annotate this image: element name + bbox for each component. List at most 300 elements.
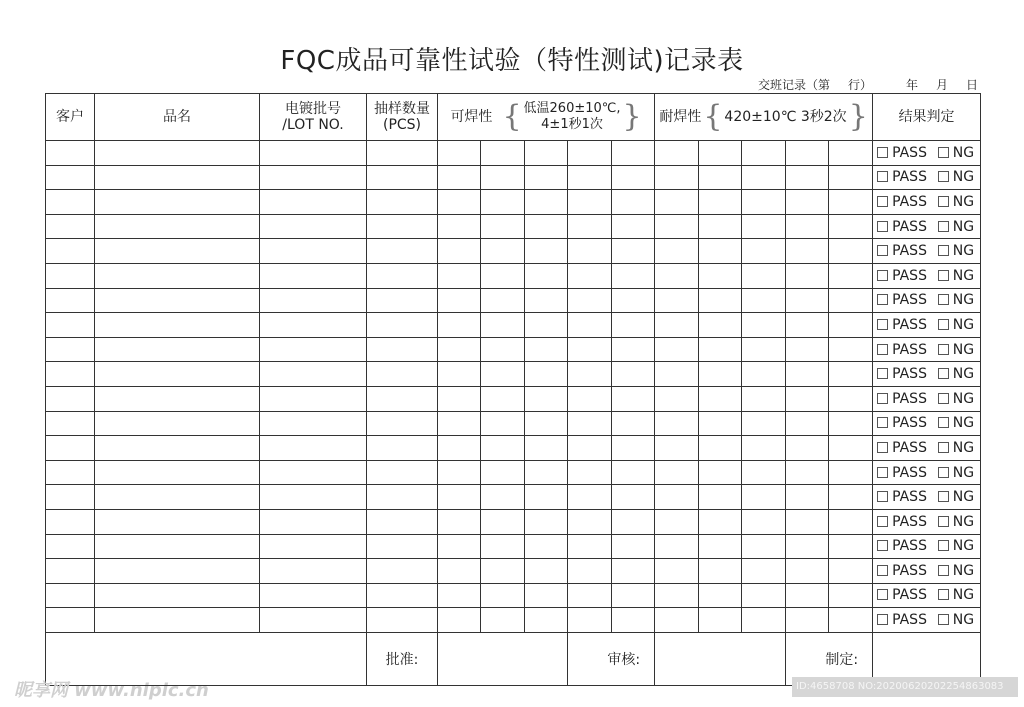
entry-cell[interactable] (568, 190, 612, 215)
entry-cell[interactable] (612, 288, 655, 313)
entry-cell[interactable] (260, 141, 367, 166)
entry-cell[interactable] (829, 509, 873, 534)
entry-cell[interactable] (612, 608, 655, 633)
ng-option[interactable] (938, 538, 974, 554)
entry-cell[interactable] (95, 559, 260, 584)
pass-checkbox[interactable] (877, 221, 888, 232)
ng-checkbox[interactable] (938, 467, 949, 478)
entry-cell[interactable] (786, 239, 829, 264)
entry-cell[interactable] (260, 190, 367, 215)
entry-cell[interactable] (95, 583, 260, 608)
entry-cell[interactable] (699, 190, 742, 215)
entry-cell[interactable] (699, 263, 742, 288)
entry-cell[interactable] (260, 214, 367, 239)
entry-cell[interactable] (46, 559, 95, 584)
entry-cell[interactable] (829, 386, 873, 411)
entry-cell[interactable] (742, 534, 786, 559)
entry-cell[interactable] (786, 263, 829, 288)
entry-cell[interactable] (742, 386, 786, 411)
entry-cell[interactable] (481, 509, 525, 534)
pass-checkbox[interactable] (877, 344, 888, 355)
pass-option[interactable] (877, 489, 927, 505)
ng-option[interactable] (938, 268, 974, 284)
entry-cell[interactable] (612, 386, 655, 411)
ng-option[interactable] (938, 587, 974, 603)
entry-cell[interactable] (260, 534, 367, 559)
entry-cell[interactable] (46, 509, 95, 534)
entry-cell[interactable] (525, 386, 568, 411)
entry-cell[interactable] (699, 288, 742, 313)
pass-option[interactable] (877, 317, 927, 333)
entry-cell[interactable] (742, 460, 786, 485)
pass-option[interactable] (877, 514, 927, 530)
entry-cell[interactable] (655, 436, 699, 461)
entry-cell[interactable] (367, 362, 438, 387)
entry-cell[interactable] (46, 534, 95, 559)
entry-cell[interactable] (568, 362, 612, 387)
entry-cell[interactable] (367, 214, 438, 239)
ng-option[interactable] (938, 366, 974, 382)
entry-cell[interactable] (742, 165, 786, 190)
pass-option[interactable] (877, 292, 927, 308)
pass-option[interactable] (877, 145, 927, 161)
entry-cell[interactable] (95, 239, 260, 264)
entry-cell[interactable] (481, 288, 525, 313)
entry-cell[interactable] (95, 141, 260, 166)
entry-cell[interactable] (612, 362, 655, 387)
ng-checkbox[interactable] (938, 368, 949, 379)
entry-cell[interactable] (481, 559, 525, 584)
entry-cell[interactable] (481, 411, 525, 436)
entry-cell[interactable] (46, 436, 95, 461)
entry-cell[interactable] (46, 608, 95, 633)
pass-option[interactable] (877, 415, 927, 431)
entry-cell[interactable] (367, 460, 438, 485)
pass-option[interactable] (877, 391, 927, 407)
entry-cell[interactable] (46, 362, 95, 387)
entry-cell[interactable] (95, 263, 260, 288)
entry-cell[interactable] (438, 608, 481, 633)
entry-cell[interactable] (786, 362, 829, 387)
ng-option[interactable] (938, 342, 974, 358)
pass-checkbox[interactable] (877, 540, 888, 551)
entry-cell[interactable] (655, 509, 699, 534)
entry-cell[interactable] (525, 288, 568, 313)
entry-cell[interactable] (260, 263, 367, 288)
entry-cell[interactable] (95, 288, 260, 313)
entry-cell[interactable] (438, 460, 481, 485)
ng-checkbox[interactable] (938, 294, 949, 305)
entry-cell[interactable] (568, 141, 612, 166)
entry-cell[interactable] (367, 263, 438, 288)
ng-option[interactable] (938, 243, 974, 259)
pass-option[interactable] (877, 219, 927, 235)
entry-cell[interactable] (786, 608, 829, 633)
entry-cell[interactable] (481, 141, 525, 166)
entry-cell[interactable] (655, 608, 699, 633)
entry-cell[interactable] (612, 263, 655, 288)
entry-cell[interactable] (525, 313, 568, 338)
pass-option[interactable] (877, 268, 927, 284)
entry-cell[interactable] (481, 386, 525, 411)
ng-option[interactable] (938, 514, 974, 530)
entry-cell[interactable] (655, 141, 699, 166)
pass-checkbox[interactable] (877, 171, 888, 182)
entry-cell[interactable] (260, 436, 367, 461)
ng-option[interactable] (938, 292, 974, 308)
ng-checkbox[interactable] (938, 565, 949, 576)
pass-checkbox[interactable] (877, 147, 888, 158)
entry-cell[interactable] (829, 313, 873, 338)
entry-cell[interactable] (699, 436, 742, 461)
entry-cell[interactable] (438, 411, 481, 436)
entry-cell[interactable] (367, 583, 438, 608)
entry-cell[interactable] (612, 583, 655, 608)
entry-cell[interactable] (367, 411, 438, 436)
entry-cell[interactable] (438, 362, 481, 387)
entry-cell[interactable] (742, 190, 786, 215)
entry-cell[interactable] (481, 362, 525, 387)
ng-checkbox[interactable] (938, 319, 949, 330)
entry-cell[interactable] (655, 337, 699, 362)
entry-cell[interactable] (655, 288, 699, 313)
entry-cell[interactable] (568, 313, 612, 338)
entry-cell[interactable] (46, 165, 95, 190)
entry-cell[interactable] (260, 239, 367, 264)
entry-cell[interactable] (95, 214, 260, 239)
entry-cell[interactable] (481, 485, 525, 510)
entry-cell[interactable] (525, 411, 568, 436)
entry-cell[interactable] (786, 165, 829, 190)
entry-cell[interactable] (829, 337, 873, 362)
entry-cell[interactable] (655, 485, 699, 510)
entry-cell[interactable] (568, 436, 612, 461)
ng-checkbox[interactable] (938, 516, 949, 527)
entry-cell[interactable] (699, 559, 742, 584)
entry-cell[interactable] (481, 165, 525, 190)
entry-cell[interactable] (438, 141, 481, 166)
ng-checkbox[interactable] (938, 442, 949, 453)
pass-checkbox[interactable] (877, 294, 888, 305)
entry-cell[interactable] (612, 534, 655, 559)
pass-option[interactable] (877, 342, 927, 358)
entry-cell[interactable] (742, 214, 786, 239)
entry-cell[interactable] (568, 485, 612, 510)
entry-cell[interactable] (655, 313, 699, 338)
ng-option[interactable] (938, 145, 974, 161)
entry-cell[interactable] (568, 165, 612, 190)
entry-cell[interactable] (568, 411, 612, 436)
ng-option[interactable] (938, 169, 974, 185)
entry-cell[interactable] (525, 165, 568, 190)
pass-option[interactable] (877, 465, 927, 481)
entry-cell[interactable] (742, 288, 786, 313)
entry-cell[interactable] (786, 386, 829, 411)
pass-checkbox[interactable] (877, 393, 888, 404)
entry-cell[interactable] (46, 460, 95, 485)
entry-cell[interactable] (786, 337, 829, 362)
entry-cell[interactable] (95, 485, 260, 510)
entry-cell[interactable] (655, 534, 699, 559)
entry-cell[interactable] (655, 411, 699, 436)
entry-cell[interactable] (568, 386, 612, 411)
entry-cell[interactable] (481, 608, 525, 633)
entry-cell[interactable] (612, 411, 655, 436)
entry-cell[interactable] (95, 436, 260, 461)
ng-checkbox[interactable] (938, 491, 949, 502)
ng-option[interactable] (938, 219, 974, 235)
entry-cell[interactable] (525, 239, 568, 264)
entry-cell[interactable] (699, 337, 742, 362)
entry-cell[interactable] (742, 239, 786, 264)
entry-cell[interactable] (699, 534, 742, 559)
entry-cell[interactable] (95, 313, 260, 338)
entry-cell[interactable] (525, 608, 568, 633)
entry-cell[interactable] (655, 583, 699, 608)
ng-checkbox[interactable] (938, 221, 949, 232)
entry-cell[interactable] (481, 583, 525, 608)
entry-cell[interactable] (525, 583, 568, 608)
entry-cell[interactable] (786, 460, 829, 485)
entry-cell[interactable] (699, 509, 742, 534)
approve-signature-field[interactable] (438, 632, 568, 685)
entry-cell[interactable] (260, 485, 367, 510)
entry-cell[interactable] (525, 559, 568, 584)
entry-cell[interactable] (438, 386, 481, 411)
entry-cell[interactable] (46, 239, 95, 264)
entry-cell[interactable] (786, 485, 829, 510)
entry-cell[interactable] (367, 608, 438, 633)
pass-checkbox[interactable] (877, 516, 888, 527)
entry-cell[interactable] (525, 362, 568, 387)
pass-option[interactable] (877, 243, 927, 259)
entry-cell[interactable] (829, 263, 873, 288)
entry-cell[interactable] (367, 288, 438, 313)
entry-cell[interactable] (525, 190, 568, 215)
entry-cell[interactable] (46, 263, 95, 288)
entry-cell[interactable] (612, 190, 655, 215)
entry-cell[interactable] (525, 436, 568, 461)
entry-cell[interactable] (786, 509, 829, 534)
entry-cell[interactable] (829, 583, 873, 608)
entry-cell[interactable] (46, 288, 95, 313)
pass-checkbox[interactable] (877, 196, 888, 207)
entry-cell[interactable] (260, 386, 367, 411)
entry-cell[interactable] (568, 559, 612, 584)
entry-cell[interactable] (568, 583, 612, 608)
entry-cell[interactable] (95, 165, 260, 190)
entry-cell[interactable] (481, 190, 525, 215)
entry-cell[interactable] (481, 214, 525, 239)
entry-cell[interactable] (46, 411, 95, 436)
entry-cell[interactable] (481, 460, 525, 485)
entry-cell[interactable] (481, 534, 525, 559)
ng-option[interactable] (938, 563, 974, 579)
entry-cell[interactable] (367, 165, 438, 190)
entry-cell[interactable] (46, 583, 95, 608)
ng-checkbox[interactable] (938, 393, 949, 404)
entry-cell[interactable] (612, 559, 655, 584)
entry-cell[interactable] (742, 436, 786, 461)
entry-cell[interactable] (95, 190, 260, 215)
entry-cell[interactable] (367, 239, 438, 264)
entry-cell[interactable] (786, 583, 829, 608)
entry-cell[interactable] (46, 141, 95, 166)
entry-cell[interactable] (481, 239, 525, 264)
entry-cell[interactable] (525, 337, 568, 362)
entry-cell[interactable] (568, 608, 612, 633)
entry-cell[interactable] (481, 436, 525, 461)
entry-cell[interactable] (655, 386, 699, 411)
entry-cell[interactable] (829, 460, 873, 485)
entry-cell[interactable] (699, 583, 742, 608)
entry-cell[interactable] (699, 165, 742, 190)
entry-cell[interactable] (260, 288, 367, 313)
ng-checkbox[interactable] (938, 344, 949, 355)
entry-cell[interactable] (742, 559, 786, 584)
entry-cell[interactable] (829, 534, 873, 559)
entry-cell[interactable] (367, 386, 438, 411)
entry-cell[interactable] (438, 313, 481, 338)
entry-cell[interactable] (612, 436, 655, 461)
entry-cell[interactable] (655, 190, 699, 215)
entry-cell[interactable] (95, 534, 260, 559)
ng-checkbox[interactable] (938, 417, 949, 428)
entry-cell[interactable] (742, 313, 786, 338)
ng-option[interactable] (938, 391, 974, 407)
ng-checkbox[interactable] (938, 270, 949, 281)
entry-cell[interactable] (46, 190, 95, 215)
ng-option[interactable] (938, 489, 974, 505)
entry-cell[interactable] (829, 559, 873, 584)
ng-checkbox[interactable] (938, 540, 949, 551)
entry-cell[interactable] (612, 337, 655, 362)
entry-cell[interactable] (95, 386, 260, 411)
entry-cell[interactable] (786, 534, 829, 559)
entry-cell[interactable] (481, 313, 525, 338)
pass-checkbox[interactable] (877, 589, 888, 600)
entry-cell[interactable] (829, 165, 873, 190)
entry-cell[interactable] (367, 141, 438, 166)
entry-cell[interactable] (438, 559, 481, 584)
entry-cell[interactable] (829, 362, 873, 387)
entry-cell[interactable] (46, 386, 95, 411)
pass-checkbox[interactable] (877, 614, 888, 625)
entry-cell[interactable] (699, 313, 742, 338)
entry-cell[interactable] (829, 141, 873, 166)
entry-cell[interactable] (655, 460, 699, 485)
entry-cell[interactable] (568, 460, 612, 485)
entry-cell[interactable] (260, 583, 367, 608)
entry-cell[interactable] (742, 509, 786, 534)
ng-option[interactable] (938, 465, 974, 481)
entry-cell[interactable] (742, 362, 786, 387)
entry-cell[interactable] (367, 559, 438, 584)
pass-checkbox[interactable] (877, 270, 888, 281)
entry-cell[interactable] (612, 485, 655, 510)
entry-cell[interactable] (525, 214, 568, 239)
ng-checkbox[interactable] (938, 245, 949, 256)
entry-cell[interactable] (438, 214, 481, 239)
entry-cell[interactable] (568, 288, 612, 313)
ng-option[interactable] (938, 194, 974, 210)
entry-cell[interactable] (568, 509, 612, 534)
ng-checkbox[interactable] (938, 147, 949, 158)
ng-checkbox[interactable] (938, 589, 949, 600)
entry-cell[interactable] (612, 165, 655, 190)
entry-cell[interactable] (46, 214, 95, 239)
ng-option[interactable] (938, 317, 974, 333)
pass-option[interactable] (877, 440, 927, 456)
entry-cell[interactable] (829, 190, 873, 215)
entry-cell[interactable] (699, 608, 742, 633)
entry-cell[interactable] (655, 263, 699, 288)
entry-cell[interactable] (95, 411, 260, 436)
entry-cell[interactable] (612, 509, 655, 534)
entry-cell[interactable] (260, 411, 367, 436)
entry-cell[interactable] (367, 313, 438, 338)
entry-cell[interactable] (612, 239, 655, 264)
entry-cell[interactable] (699, 214, 742, 239)
pass-checkbox[interactable] (877, 442, 888, 453)
entry-cell[interactable] (699, 485, 742, 510)
entry-cell[interactable] (568, 534, 612, 559)
entry-cell[interactable] (260, 362, 367, 387)
entry-cell[interactable] (367, 485, 438, 510)
entry-cell[interactable] (525, 509, 568, 534)
entry-cell[interactable] (786, 141, 829, 166)
entry-cell[interactable] (699, 141, 742, 166)
pass-checkbox[interactable] (877, 245, 888, 256)
ng-checkbox[interactable] (938, 171, 949, 182)
entry-cell[interactable] (786, 411, 829, 436)
entry-cell[interactable] (438, 436, 481, 461)
entry-cell[interactable] (568, 239, 612, 264)
pass-checkbox[interactable] (877, 319, 888, 330)
entry-cell[interactable] (655, 362, 699, 387)
entry-cell[interactable] (786, 214, 829, 239)
entry-cell[interactable] (438, 509, 481, 534)
entry-cell[interactable] (95, 608, 260, 633)
entry-cell[interactable] (260, 165, 367, 190)
entry-cell[interactable] (829, 288, 873, 313)
entry-cell[interactable] (481, 263, 525, 288)
entry-cell[interactable] (699, 362, 742, 387)
entry-cell[interactable] (612, 460, 655, 485)
ng-checkbox[interactable] (938, 614, 949, 625)
pass-option[interactable] (877, 612, 927, 628)
pass-option[interactable] (877, 194, 927, 210)
entry-cell[interactable] (438, 288, 481, 313)
entry-cell[interactable] (655, 165, 699, 190)
entry-cell[interactable] (655, 239, 699, 264)
entry-cell[interactable] (46, 485, 95, 510)
pass-option[interactable] (877, 169, 927, 185)
entry-cell[interactable] (829, 608, 873, 633)
entry-cell[interactable] (699, 239, 742, 264)
pass-checkbox[interactable] (877, 467, 888, 478)
entry-cell[interactable] (829, 411, 873, 436)
entry-cell[interactable] (260, 337, 367, 362)
entry-cell[interactable] (438, 239, 481, 264)
entry-cell[interactable] (367, 190, 438, 215)
entry-cell[interactable] (742, 583, 786, 608)
entry-cell[interactable] (260, 509, 367, 534)
entry-cell[interactable] (95, 362, 260, 387)
entry-cell[interactable] (786, 190, 829, 215)
pass-checkbox[interactable] (877, 565, 888, 576)
entry-cell[interactable] (46, 337, 95, 362)
